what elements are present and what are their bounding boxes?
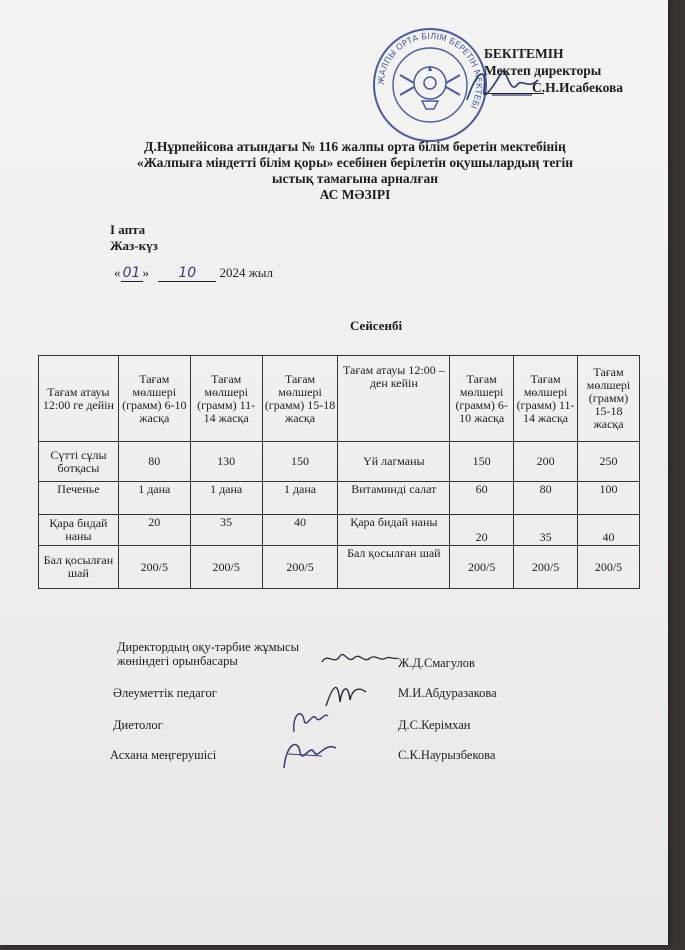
table-row [39, 515, 640, 546]
date-close-quote: » [142, 265, 149, 280]
date-month: 10 [178, 265, 197, 281]
table-cell: Печенье [39, 482, 119, 515]
day-name: Сейсенбі [350, 318, 403, 333]
table-header-row [39, 356, 640, 442]
table-cell: Үй лагманы [338, 442, 450, 482]
header-cell: Тағам мөлшері (грамм) 6-10 жасқа [118, 356, 190, 442]
week-label: I апта [110, 222, 146, 237]
table-cell: 150 [262, 442, 338, 482]
header-cell: Тағам мөлшері (грамм) 6-10 жасқа [450, 356, 514, 442]
title-line-4: АС МӘЗІРІ [319, 187, 391, 202]
signature-role-social-pedagogue: Әлеуметтік педагог [113, 686, 217, 700]
table-cell: 200/5 [190, 546, 262, 589]
title-line-3: ыстық тамағына арналған [272, 171, 438, 186]
date-open-quote: « [114, 265, 121, 280]
header-cell: Тағам мөлшері (грамм) 11-14 жасқа [514, 356, 578, 442]
table-cell: 40 [578, 515, 640, 546]
table-cell: 60 [450, 482, 514, 515]
title-line-2: «Жалпыға міндетті білім қоры» есебінен берілетін оқушылардың тегін [136, 155, 574, 170]
date-line [114, 265, 273, 282]
table-cell: 200/5 [450, 546, 514, 589]
table-cell: 200/5 [514, 546, 578, 589]
signature-role-canteen-head: Асхана меңгерушісі [110, 748, 217, 762]
table-cell: 100 [578, 482, 640, 515]
table-row [39, 442, 640, 482]
header-cell: Тағам мөлшері (грамм) 15-18 жасқа [262, 356, 338, 442]
table-cell: 1 дана [118, 482, 190, 515]
season-label: Жаз-күз [110, 238, 158, 253]
deputy-signature-scribble [318, 648, 400, 670]
table-row [39, 546, 640, 589]
table-cell: 200 [514, 442, 578, 482]
approval-signature-line [484, 93, 544, 94]
header-cell: Тағам атауы 12:00 ге дейін [39, 356, 119, 442]
stamp-text: ЖАЛПЫ ОРТА БІЛІМ БЕРЕТІН МЕКТЕБІ [376, 31, 484, 111]
table-cell: 1 дана [190, 482, 262, 515]
signature-name-canteen-head: С.К.Наурызбекова [398, 748, 496, 762]
table-cell: Қара бидай наны [338, 515, 450, 546]
table-cell: 150 [450, 442, 514, 482]
signature-name-dietitian: Д.С.Керімхан [398, 718, 471, 732]
table-cell: 40 [262, 515, 338, 546]
signature-name-deputy: Ж.Д.Смагулов [398, 656, 475, 670]
table-cell: Бал қосылған шай [338, 546, 450, 589]
approval-position: Мектеп директоры [484, 63, 602, 78]
date-year: 2024 жыл [219, 265, 273, 280]
approval-title: БЕКІТЕМІН [484, 46, 564, 61]
week-info [110, 222, 158, 254]
header-cell: Тағам атауы 12:00 – ден кейін [338, 356, 450, 442]
approval-name: С.Н.Исабекова [532, 80, 624, 95]
signature-role-deputy: Директордың оқу-тәрбие жұмысы жөніндегі орынбасары [117, 640, 299, 668]
header-cell: Тағам мөлшері (грамм) 15-18 жасқа [578, 356, 640, 442]
table-cell: 250 [578, 442, 640, 482]
signature-role-dietitian: Диетолог [113, 718, 163, 732]
emblem-icon [400, 65, 460, 109]
table-cell: Қара бидай наны [39, 515, 119, 546]
table-cell: 1 дана [262, 482, 338, 515]
table-cell: 35 [190, 515, 262, 546]
table-cell: 200/5 [262, 546, 338, 589]
table-cell: Витаминді салат [338, 482, 450, 515]
table-cell: 200/5 [118, 546, 190, 589]
table-cell: 80 [514, 482, 578, 515]
title-line-1: Д.Нұрпейісова атындағы № 116 жалпы орта білім беретін мектебінің [144, 139, 566, 154]
table-cell: 20 [450, 515, 514, 546]
signature-name-social-pedagogue: М.И.Абдуразакова [398, 686, 497, 700]
approval-block [484, 45, 623, 96]
dietitian-signature-scribble [288, 704, 332, 738]
canteen-head-signature-scribble [278, 734, 340, 774]
table-cell: 20 [118, 515, 190, 546]
table-cell: 200/5 [578, 546, 640, 589]
date-day: 01 [122, 265, 141, 281]
table-cell: 35 [514, 515, 578, 546]
table-cell: Сүтті сұлы ботқасы [39, 442, 119, 482]
menu-table [38, 355, 640, 589]
table-cell: 80 [118, 442, 190, 482]
table-cell: 130 [190, 442, 262, 482]
table-row [39, 482, 640, 515]
document-title [60, 139, 650, 203]
table-cell: Бал қосылған шай [39, 546, 119, 589]
header-cell: Тағам мөлшері (грамм) 11-14 жасқа [190, 356, 262, 442]
